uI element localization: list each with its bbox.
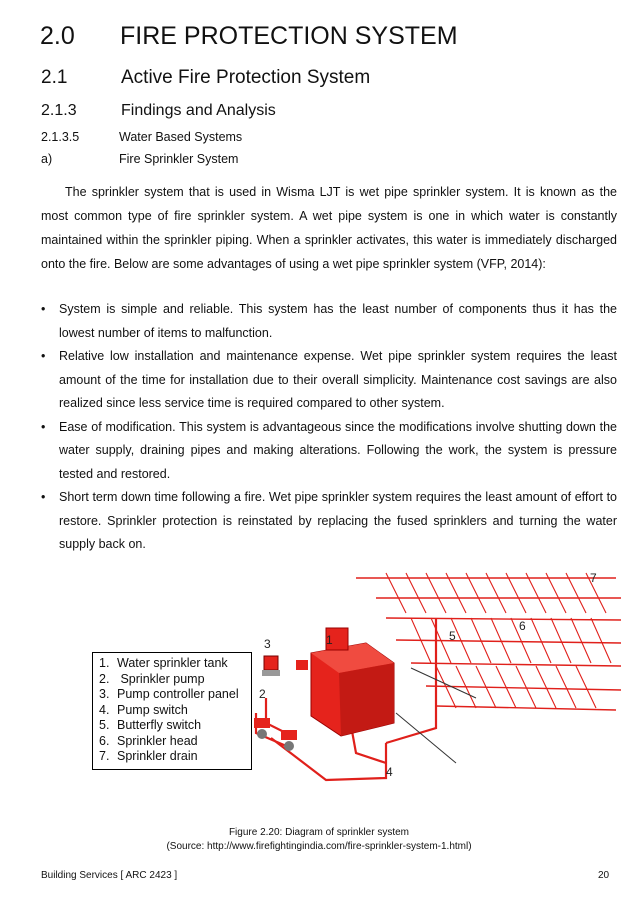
sprinkler-system-diagram (236, 548, 624, 798)
heading-1-number: 2.0 (40, 22, 75, 50)
footer-course: Building Services [ ARC 2423 ] (41, 870, 178, 881)
legend-item: 6. Sprinkler head (99, 733, 198, 748)
heading-3-number: 2.1.3 (41, 102, 77, 119)
heading-4-number: 2.1.3.5 (41, 130, 80, 144)
legend-item: 4. Pump switch (99, 702, 188, 717)
caption-title: Figure 2.20: Diagram of sprinkler system (228, 827, 410, 838)
heading-2-title: Active Fire Protection System (121, 67, 371, 88)
legend-item: 5. Butterfly switch (99, 718, 202, 732)
heading-1-title: FIRE PROTECTION SYSTEM (120, 22, 458, 50)
heading-5-title: Fire Sprinkler System (119, 152, 239, 166)
heading-2-number: 2.1 (41, 67, 68, 88)
diagram-label-2: 2 (259, 687, 266, 701)
list-item: • Ease of modification. This system is advantageous since the modifications involve shutting down the water supply, draining pipes and making alterations. Following the work, the system is pressure tested and restored. (41, 416, 617, 487)
diagram-label-5: 5 (449, 629, 456, 643)
diagram-label-1: 1 (326, 633, 333, 647)
heading-3-title: Findings and Analysis (121, 102, 276, 119)
heading-5-number: a) (41, 152, 53, 166)
diagram-label-3: 3 (264, 637, 271, 651)
page-number: 20 (598, 870, 610, 881)
legend-item: 2. Sprinkler pump (99, 671, 205, 686)
list-item: • Short term down time following a fire. Wet pipe sprinkler system requires the least amount of effort to restore. Sprinkler protection is reinstated by replacing the fused sprinklers and turning the water supply back on. (41, 486, 617, 557)
diagram-label-7: 7 (590, 571, 597, 585)
diagram-label-6: 6 (519, 619, 526, 633)
legend-item: 1. Water sprinkler tank (99, 656, 228, 670)
list-item: • System is simple and reliable. This system has the least number of components thus it has the lowest number of items to malfunction. (41, 298, 617, 345)
list-item: • Relative low installation and maintenance expense. Wet pipe sprinkler system requires the least amount of the time for installation due to their overall simplicity. Maintenance cost savings are also realized since less service time is required compared to other system. (41, 345, 617, 416)
intro-paragraph: The sprinkler system that is used in Wisma LJT is wet pipe sprinkler system. It is known as the most common type of fire sprinkler system. A wet pipe system is one in which water is constantly maintained within the sprinkler piping. When a sprinkler activates, this water is immediately discharged onto the fire. Below are some advantages of using a wet pipe sprinkler system (VFP, 2014): (41, 185, 617, 271)
figure-caption (0, 826, 638, 854)
legend-item: 7. Sprinkler drain (99, 749, 198, 763)
advantages-list (41, 298, 617, 557)
heading-4-title: Water Based Systems (119, 130, 243, 144)
legend-item: 3. Pump controller panel (99, 687, 239, 701)
diagram-label-4: 4 (386, 765, 393, 779)
diagram-legend (92, 652, 252, 770)
caption-source: (Source: http://www.firefightingindia.com/fire-sprinkler-system-1.html) (166, 841, 472, 852)
